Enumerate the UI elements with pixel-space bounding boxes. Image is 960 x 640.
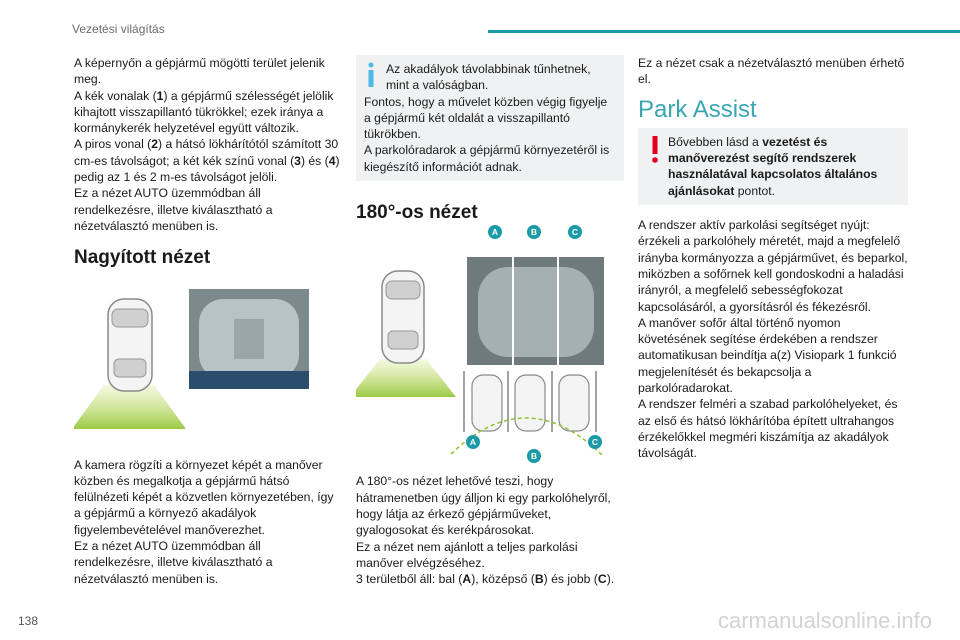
label-b: B xyxy=(527,449,541,463)
warning-icon xyxy=(650,136,660,164)
body-text: Ez a nézet AUTO üzemmódban áll rendelkezésre, illetve kiválasztható a nézetválasztó menüben is. xyxy=(74,186,273,233)
body-text: A manőver sofőr által történő nyomon követésének segítése érdekében a rendszer automatikusan beindítja a(z) Visiopark 1 funkció megjelenítését és bekapcsolja a parkolóradarokat. xyxy=(638,315,897,396)
section-title: Park Assist xyxy=(638,95,757,123)
body-text: 3 területből áll: bal (A), középső (B) és jobb (C). xyxy=(356,572,615,587)
label-b: B xyxy=(527,225,541,239)
body-text: A rendszer aktív parkolási segítséget nyújt: érzékeli a parkolóhely méretét, majd a megfelelő irányba kormányozza a gépjárművet, és beparkol, miközben a sofőrnek kell gondoskodni a haladási irányról, a megfelelő sebességfokozat kapcsolásáról, a gyorsításról és fékezésről. xyxy=(638,218,908,314)
note-text: Az akadályok távolabbinak tűnhetnek, mint a valóságban. xyxy=(386,62,591,93)
body-text: Ez a nézet AUTO üzemmódban áll rendelkezésre, illetve kiválasztható a nézetválasztó menüben is. xyxy=(74,539,273,586)
column-3 xyxy=(638,55,908,462)
label-c: C xyxy=(568,225,582,239)
section-heading: 180°-os nézet xyxy=(356,202,478,224)
warning-text: Bővebben lásd a vezetést és manőverezést segítő rendszerek használatával kapcsolatos általános ajánlásokat pontot. xyxy=(668,134,878,198)
body-text: A piros vonal (2) a hátsó lökhárítótól számított 30 cm-es távolságot; a két kék színű vonal (3) és (4) pedig az 1 és 2 m-es távolságot jelöli. xyxy=(74,137,340,185)
zoomed-view-illustration xyxy=(74,279,342,449)
column-1 xyxy=(74,55,342,587)
body-text: A 180°-os nézet lehetővé teszi, hogy hátramenetben úgy álljon ki egy parkolóhelyről, hogy látja az érkező gépjárműveket, gyalogosokat és kerékpárosokat. xyxy=(356,474,611,538)
body-text: A rendszer felméri a szabad parkolóhelyeket, és az első és hátsó lökhárítóba épített ultrahangos érzékelőkkel megméri kiszámítja az akadályok távolságát. xyxy=(638,397,898,461)
column-2 xyxy=(356,55,624,587)
info-note xyxy=(356,55,624,181)
note-text: Fontos, hogy a művelet közben végig figyelje a gépjármű két oldalát a visszapillantó tükrökben. xyxy=(364,94,608,142)
header-accent-bar xyxy=(488,30,960,33)
body-text: Ez a nézet nem ajánlott a teljes parkolási manőver elvégzéséhez. xyxy=(356,539,578,570)
body-text: A képernyőn a gépjármű mögötti terület jelenik meg. xyxy=(74,56,325,87)
camera-180-icon xyxy=(356,227,624,455)
body-text: Ez a nézet csak a nézetválasztó menüben érhető el. xyxy=(638,56,905,87)
view-180-illustration xyxy=(356,227,624,462)
label-a: A xyxy=(466,435,480,449)
car-camera-icon xyxy=(74,279,342,449)
body-text: A kamera rögzíti a környezet képét a manőver közben és megalkotja a gépjármű hátsó felülnézeti képét a közvetlen környezetében, így a gépjármű a környező akadályok figyelembevételével manőverezhet. xyxy=(74,457,334,537)
body-text: A kék vonalak (1) a gépjármű szélességét jelölik kihajtott visszapillantó tükrökkel; ezek iránya a kormánykerék helyzetével együtt változik. xyxy=(74,88,334,136)
running-header: Vezetési világítás xyxy=(72,22,165,36)
warning-note xyxy=(638,128,908,205)
label-c: C xyxy=(588,435,602,449)
note-text: A parkolóradarok a gépjármű környezetéről is kiegészítő információt adnak. xyxy=(364,143,610,174)
section-heading: Nagyított nézet xyxy=(74,247,211,269)
watermark: carmanualsonline.info xyxy=(717,608,932,633)
label-a: A xyxy=(488,225,502,239)
page-number: 138 xyxy=(18,614,39,628)
info-icon xyxy=(366,62,376,88)
